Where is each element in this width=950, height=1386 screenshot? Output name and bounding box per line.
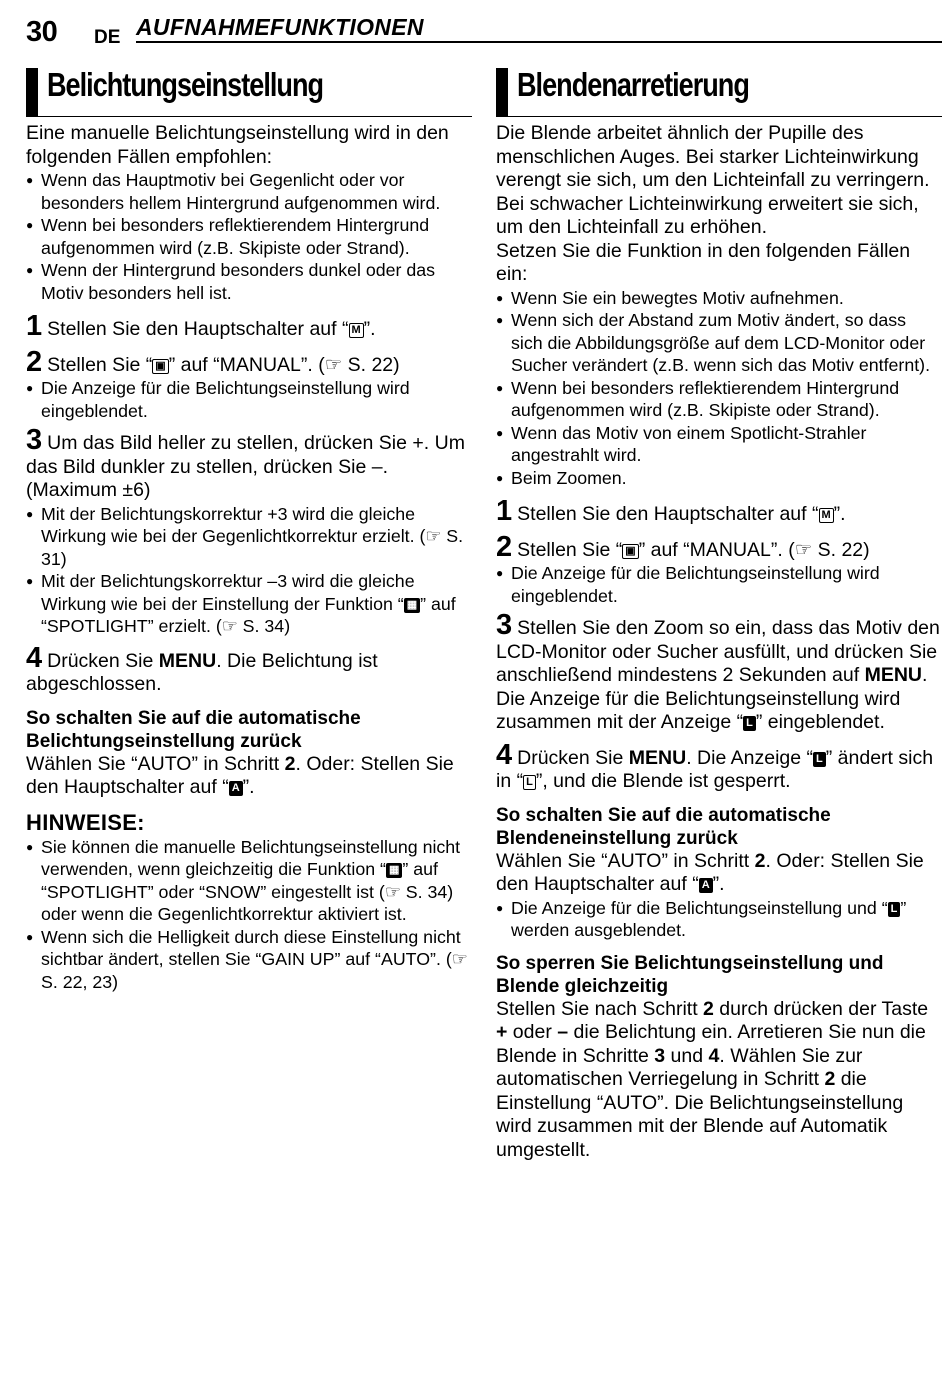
right-intro-1: Die Blende arbeitet ähnlich der Pupille des menschlichen Auges. Bei starker Lichteinwirkung verengt sie sich, um den Lichteinfall zu verringern. Bei schwacher Lichteinwirkung erweitert sie sich, um den Lichteinfall zu erhöhen. bbox=[496, 122, 930, 238]
iris-lock-icon: L bbox=[813, 752, 826, 767]
left-bullet-3: ● Wenn der Hintergrund besonders dunkel oder das Motiv besonders hell ist. bbox=[26, 259, 472, 304]
notes-item-2: ● Wenn sich die Helligkeit durch diese Einstellung nicht sichtbar ändert, stellen Sie “GAIN UP” auf “AUTO”. (☞ S. 22, 23) bbox=[26, 926, 472, 994]
left-intro: Eine manuelle Belichtungseinstellung wird in den folgenden Fällen empfohlen: bbox=[26, 122, 449, 168]
right-step-4: 4 Drücken Sie MENU. Die Anzeige “ L ” ändert sich in “ L ”, und die Blende ist gesperrt. bbox=[496, 738, 934, 792]
header-rule bbox=[136, 41, 942, 43]
section-title: AUFNAHMEFUNKTIONEN bbox=[136, 14, 424, 40]
notes-item-1: ● Sie können die manuelle Belichtungseinstellung nicht verwenden, wenn gleichzeitig die Funktion “ ▦ ” auf “SPOTLIGHT” oder “SNOW” eingestellt ist (☞ S. 34) oder wenn die Gegenlichtkorrektur aktiviert ist. bbox=[26, 836, 472, 926]
left-step-3-note-1: ● Mit der Belichtungskorrektur +3 wird die gleiche Wirkung wie bei der Gegenlichtkorrektur erzielt. (☞ S. 31) bbox=[26, 503, 472, 571]
right-subheading-2: So sperren Sie Belichtungseinstellung und Blende gleichzeitig bbox=[496, 952, 884, 997]
heading-bar bbox=[26, 68, 38, 116]
left-bullet-1: ● Wenn das Hauptmotiv bei Gegenlicht oder vor besonders hellem Hintergrund aufgenommen wird. bbox=[26, 169, 472, 214]
right-sub-2-text: Stellen Sie nach Schritt 2 durch drücken der Taste + oder – die Belichtung ein. Arretieren Sie nun die Blende in Schritte 3 und 4. Wählen Sie zur automatischen Verriegelung in Schritt 2 die Einstellung “AUTO”. Die Belichtungseinstellung wird zusammen mit der Blende auf Automatik umgestellt. bbox=[496, 997, 929, 1161]
iris-locked-icon: L bbox=[523, 775, 536, 790]
right-step-2-note: ● Die Anzeige für die Belichtungseinstellung wird eingeblendet. bbox=[496, 562, 942, 607]
iris-lock-icon: L bbox=[743, 716, 756, 731]
right-bullet-2: ● Wenn sich der Abstand zum Motiv ändert, so dass sich die Abbildungsgröße auf dem LCD-Monitor oder Sucher verändert (z.B. wenn sich das Motiv entfernt). bbox=[496, 309, 942, 377]
right-step-3: 3 Stellen Sie den Zoom so ein, dass das Motiv den LCD-Monitor oder Sucher ausfüllt, und drücken Sie anschließend mindestens 2 Sekunden auf MENU. Die Anzeige für die Belichtungseinstellung wird zusammen mit der Anzeige “ L ” eingeblendet. bbox=[496, 609, 940, 733]
right-step-2: 2 Stellen Sie “ ▣ ” auf “MANUAL”. (☞ S. 22) bbox=[496, 530, 870, 563]
left-heading-text: Belichtungseinstellung bbox=[47, 66, 324, 103]
left-step-4: 4 Drücken Sie MENU. Die Belichtung ist abgeschlossen. bbox=[26, 641, 378, 695]
right-heading-text: Blendenarretierung bbox=[517, 66, 749, 103]
right-bullet-5: ● Beim Zoomen. bbox=[496, 467, 942, 490]
auto-mode-icon: A bbox=[229, 781, 243, 796]
step-number: 3 bbox=[496, 609, 513, 641]
left-bullet-2: ● Wenn bei besonders reflektierendem Hintergrund aufgenommen wird (z.B. Skipiste oder Strand). bbox=[26, 214, 472, 259]
program-ae-icon: ▣ bbox=[622, 544, 638, 559]
program-ae-icon: ▣ bbox=[152, 359, 168, 374]
left-step-3: 3 Um das Bild heller zu stellen, drücken Sie +. Um das Bild dunkler zu stellen, drücken Sie –. (Maximum ±6) bbox=[26, 424, 465, 501]
left-heading bbox=[26, 64, 472, 117]
step-number: 2 bbox=[496, 530, 513, 563]
right-heading bbox=[496, 64, 942, 117]
step-number: 4 bbox=[496, 738, 513, 771]
right-step-1: 1 Stellen Sie den Hauptschalter auf “ M ”. bbox=[496, 495, 846, 527]
spotlight-icon: ▦ bbox=[404, 598, 420, 613]
manual-mode-icon: M bbox=[349, 323, 364, 338]
language-code: DE bbox=[94, 27, 121, 48]
right-sub-1-note: ● Die Anzeige für die Belichtungseinstellung und “ L ” werden ausgeblendet. bbox=[496, 897, 942, 942]
page-header bbox=[24, 14, 942, 48]
right-bullet-1: ● Wenn Sie ein bewegtes Motiv aufnehmen. bbox=[496, 287, 942, 310]
page-number: 30 bbox=[26, 16, 58, 48]
left-step-2: 2 Stellen Sie “ ▣ ” auf “MANUAL”. (☞ S. 22) bbox=[26, 345, 400, 378]
step-number: 1 bbox=[496, 495, 513, 527]
right-subheading-1: So schalten Sie auf die automatische Blendeneinstellung zurück bbox=[496, 804, 831, 849]
right-bullet-3: ● Wenn bei besonders reflektierendem Hintergrund aufgenommen wird (z.B. Skipiste oder Strand). bbox=[496, 377, 942, 422]
left-step-2-note: ● Die Anzeige für die Belichtungseinstellung wird eingeblendet. bbox=[26, 377, 472, 422]
step-number: 2 bbox=[26, 345, 43, 378]
heading-bar bbox=[496, 68, 508, 116]
left-step-1: 1 Stellen Sie den Hauptschalter auf “ M ”. bbox=[26, 310, 376, 342]
right-column bbox=[496, 64, 942, 1162]
left-subheading: So schalten Sie auf die automatische Belichtungseinstellung zurück bbox=[26, 707, 361, 752]
step-number: 1 bbox=[26, 310, 43, 342]
left-column bbox=[26, 64, 472, 993]
manual-mode-icon: M bbox=[819, 508, 834, 523]
spotlight-icon: ▦ bbox=[386, 863, 402, 878]
right-intro-2: Setzen Sie die Funktion in den folgenden Fällen ein: bbox=[496, 239, 911, 285]
step-number: 3 bbox=[26, 424, 43, 456]
left-sub-text: Wählen Sie “AUTO” in Schritt 2. Oder: Stellen Sie den Hauptschalter auf “ A ”. bbox=[26, 752, 454, 798]
right-sub-1-text: Wählen Sie “AUTO” in Schritt 2. Oder: Stellen Sie den Hauptschalter auf “ A ”. bbox=[496, 849, 924, 895]
step-number: 4 bbox=[26, 641, 43, 674]
notes-title: HINWEISE: bbox=[26, 809, 145, 835]
auto-mode-icon: A bbox=[699, 878, 713, 893]
right-bullet-4: ● Wenn das Motiv von einem Spotlicht-Strahler angestrahlt wird. bbox=[496, 422, 942, 467]
iris-lock-icon: L bbox=[888, 902, 901, 917]
left-step-3-note-2: ● Mit der Belichtungskorrektur –3 wird die gleiche Wirkung wie bei der Einstellung der Funktion “ ▦ ” auf “SPOTLIGHT” erzielt. (☞ S. 34) bbox=[26, 570, 472, 638]
